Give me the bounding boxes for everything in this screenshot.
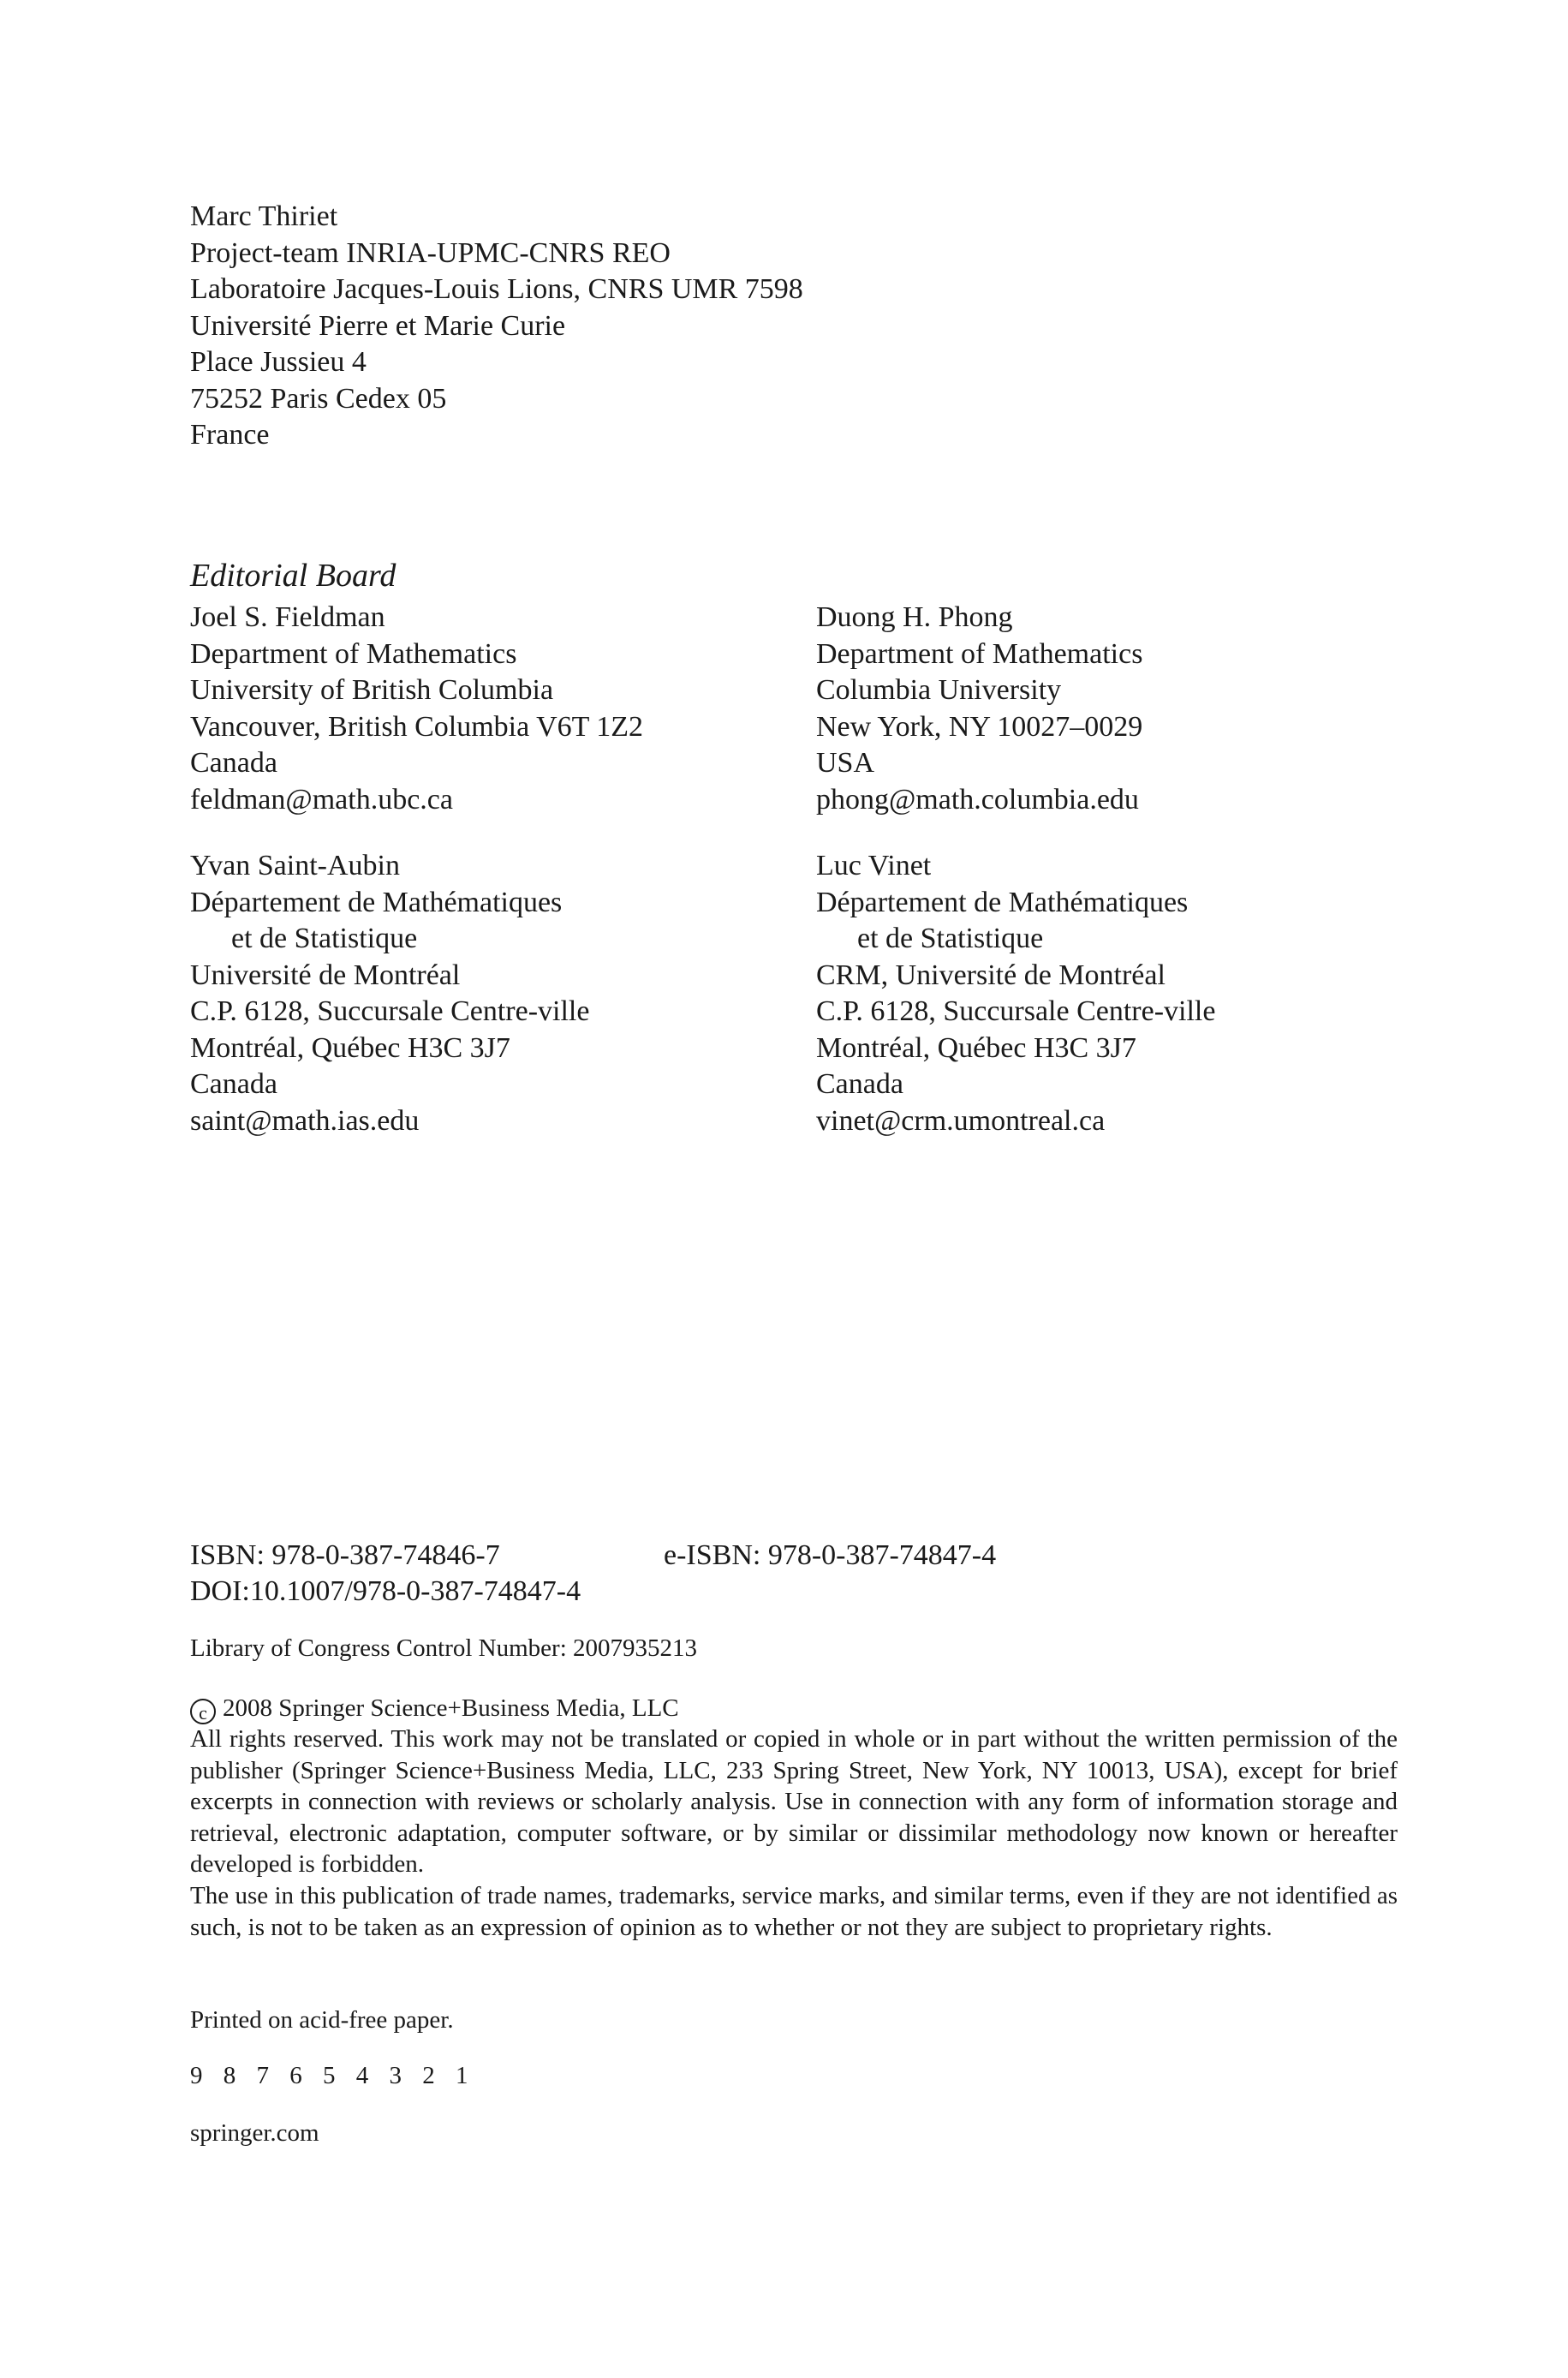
member-line: Montréal, Québec H3C 3J7 — [816, 1031, 1136, 1064]
acid-free-paper: Printed on acid-free paper. — [190, 2006, 454, 2034]
printing-number: 3 — [389, 2062, 402, 2089]
address-line: Project-team INRIA-UPMC-CNRS REO — [190, 236, 671, 269]
editorial-board-heading: Editorial Board — [190, 558, 396, 594]
address-line: Laboratoire Jacques-Louis Lions, CNRS UMR 7598 — [190, 273, 803, 305]
address-line: Place Jussieu 4 — [190, 346, 367, 378]
author-name: Marc Thiriet — [190, 200, 338, 232]
member-name: Duong H. Phong — [816, 601, 1013, 633]
board-member-fieldman — [190, 600, 643, 818]
member-email: phong@math.columbia.edu — [816, 783, 1139, 816]
printing-number: 6 — [289, 2062, 302, 2089]
copyright-text: 2008 Springer Science+Business Media, LLC — [223, 1694, 679, 1722]
member-line: CRM, Université de Montréal — [816, 959, 1166, 991]
rights-paragraph: All rights reserved. This work may not be translated or copied in whole or in part without the written permission of the publisher (Springer Science+Business Media, LLC, 233 Spring Street, New York, NY 10013, USA), except for brief excerpts in connection with reviews or scholarly analysis. Use in connection with any form of information storage and retrieval, electronic adaptation, computer software, or by similar or dissimilar methodology now known or hereafter developed is forbidden. — [190, 1725, 1398, 1879]
e-isbn: e-ISBN: 978-0-387-74847-4 — [664, 1539, 997, 1571]
member-line: Université de Montréal — [190, 959, 461, 991]
copyright-line — [190, 1693, 679, 1724]
member-department-cont: et de Statistique — [857, 923, 1044, 954]
board-member-phong — [816, 600, 1142, 818]
member-name: Joel S. Fieldman — [190, 601, 385, 633]
printing-numbers — [190, 2060, 483, 2091]
address-line: 75252 Paris Cedex 05 — [190, 382, 447, 415]
member-email: vinet@crm.umontreal.ca — [816, 1104, 1106, 1137]
doi: DOI:10.1007/978-0-387-74847-4 — [190, 1575, 581, 1607]
lccn: Library of Congress Control Number: 2007935213 — [190, 1634, 698, 1662]
member-line: Department of Mathematics — [190, 637, 517, 670]
author-address — [190, 199, 803, 454]
printing-number: 5 — [323, 2062, 336, 2089]
member-line: Columbia University — [816, 674, 1062, 706]
board-member-saint-aubin — [190, 848, 589, 1139]
member-line: C.P. 6128, Succursale Centre-ville — [816, 995, 1216, 1027]
member-email: feldman@math.ubc.ca — [190, 783, 453, 816]
member-line: Canada — [190, 747, 277, 779]
member-department: Département de Mathématiques — [816, 886, 1189, 918]
printing-number: 1 — [456, 2062, 468, 2089]
printing-number: 7 — [256, 2062, 269, 2089]
publisher-website[interactable]: springer.com — [190, 2119, 319, 2147]
board-member-vinet — [816, 848, 1215, 1139]
member-line: C.P. 6128, Succursale Centre-ville — [190, 995, 590, 1027]
address-line: France — [190, 419, 270, 451]
printing-number: 4 — [355, 2062, 369, 2089]
address-line: Université Pierre et Marie Curie — [190, 309, 566, 342]
member-line: Department of Mathematics — [816, 637, 1143, 670]
member-line: New York, NY 10027–0029 — [816, 710, 1143, 743]
member-line: University of British Columbia — [190, 674, 554, 706]
printing-number: 9 — [190, 2062, 203, 2089]
member-line: Vancouver, British Columbia V6T 1Z2 — [190, 710, 644, 743]
member-line: Montréal, Québec H3C 3J7 — [190, 1031, 510, 1064]
member-department: Département de Mathématiques — [190, 886, 563, 918]
member-line: Canada — [190, 1068, 277, 1100]
member-line: USA — [816, 747, 875, 779]
member-email: saint@math.ias.edu — [190, 1104, 420, 1137]
member-name: Yvan Saint-Aubin — [190, 850, 400, 881]
trademarks-paragraph: The use in this publication of trade names, trademarks, service marks, and similar terms, even if they are not identified as such, is not to be taken as an expression of opinion as to whether or not they are subject to proprietary rights. — [190, 1882, 1398, 1941]
member-line: Canada — [816, 1068, 903, 1100]
printing-number: 2 — [422, 2062, 435, 2089]
member-department-cont: et de Statistique — [231, 923, 418, 954]
member-name: Luc Vinet — [816, 850, 932, 881]
isbn: ISBN: 978-0-387-74846-7 — [190, 1539, 500, 1571]
copyright-icon: c — [190, 1699, 216, 1724]
printing-number: 8 — [223, 2062, 236, 2089]
